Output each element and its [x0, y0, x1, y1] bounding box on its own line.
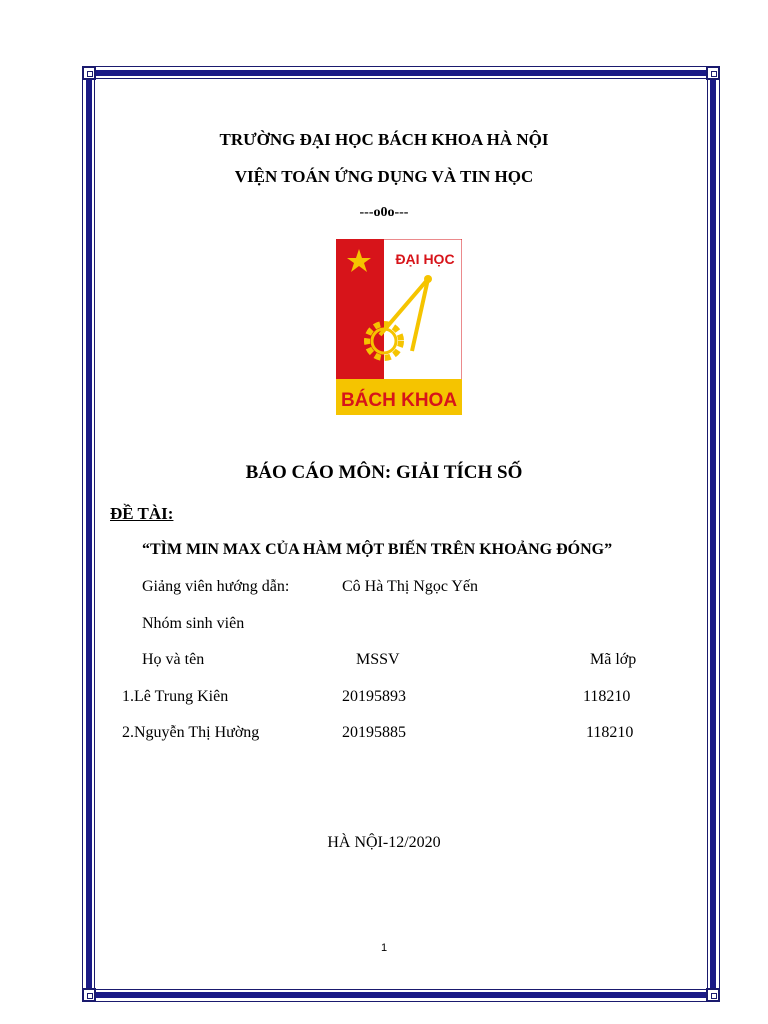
school-name: TRƯỜNG ĐẠI HỌC BÁCH KHOA HÀ NỘI — [219, 130, 549, 149]
student-group-label: Nhóm sinh viên — [142, 615, 245, 632]
bach-khoa-logo — [336, 239, 462, 415]
report-title: BÁO CÁO MÔN: GIẢI TÍCH SỐ — [245, 462, 523, 483]
logo-bottom-text: BÁCH KHOA — [340, 390, 458, 411]
supervisor-label: Giảng viên hướng dẫn: — [142, 578, 290, 595]
logo-top-text: ĐẠI HỌC — [395, 251, 455, 267]
place-date: HÀ NỘI-12/2020 — [327, 834, 441, 851]
institute-name: VIỆN TOÁN ỨNG DỤNG VÀ TIN HỌC — [234, 167, 534, 186]
supervisor-name: Cô Hà Thị Ngọc Yến — [342, 578, 478, 595]
page-number: 1 — [380, 942, 388, 954]
student-row-2-mssv: 20195885 — [342, 724, 406, 741]
student-row-2-class: 118210 — [586, 724, 634, 741]
header-ornament: ---o0o--- — [359, 205, 409, 220]
student-row-2-name: 2.Nguyễn Thị Hường — [122, 724, 260, 741]
student-row-1-name: 1.Lê Trung Kiên — [122, 688, 229, 705]
column-header-mssv: MSSV — [356, 651, 400, 668]
topic-label: ĐỀ TÀI: — [110, 504, 174, 523]
border-corner-bottom-left — [82, 988, 96, 1002]
topic-title: “TÌM MIN MAX CỦA HÀM MỘT BIẾN TRÊN KHOẢNG ĐÓNG” — [142, 541, 613, 558]
student-row-1-class: 118210 — [583, 688, 631, 705]
student-row-1-mssv: 20195893 — [342, 688, 406, 705]
border-corner-top-right — [706, 66, 720, 80]
column-header-class: Mã lớp — [590, 651, 637, 668]
border-corner-top-left — [82, 66, 96, 80]
border-corner-bottom-right — [706, 988, 720, 1002]
column-header-name: Họ và tên — [142, 651, 205, 668]
